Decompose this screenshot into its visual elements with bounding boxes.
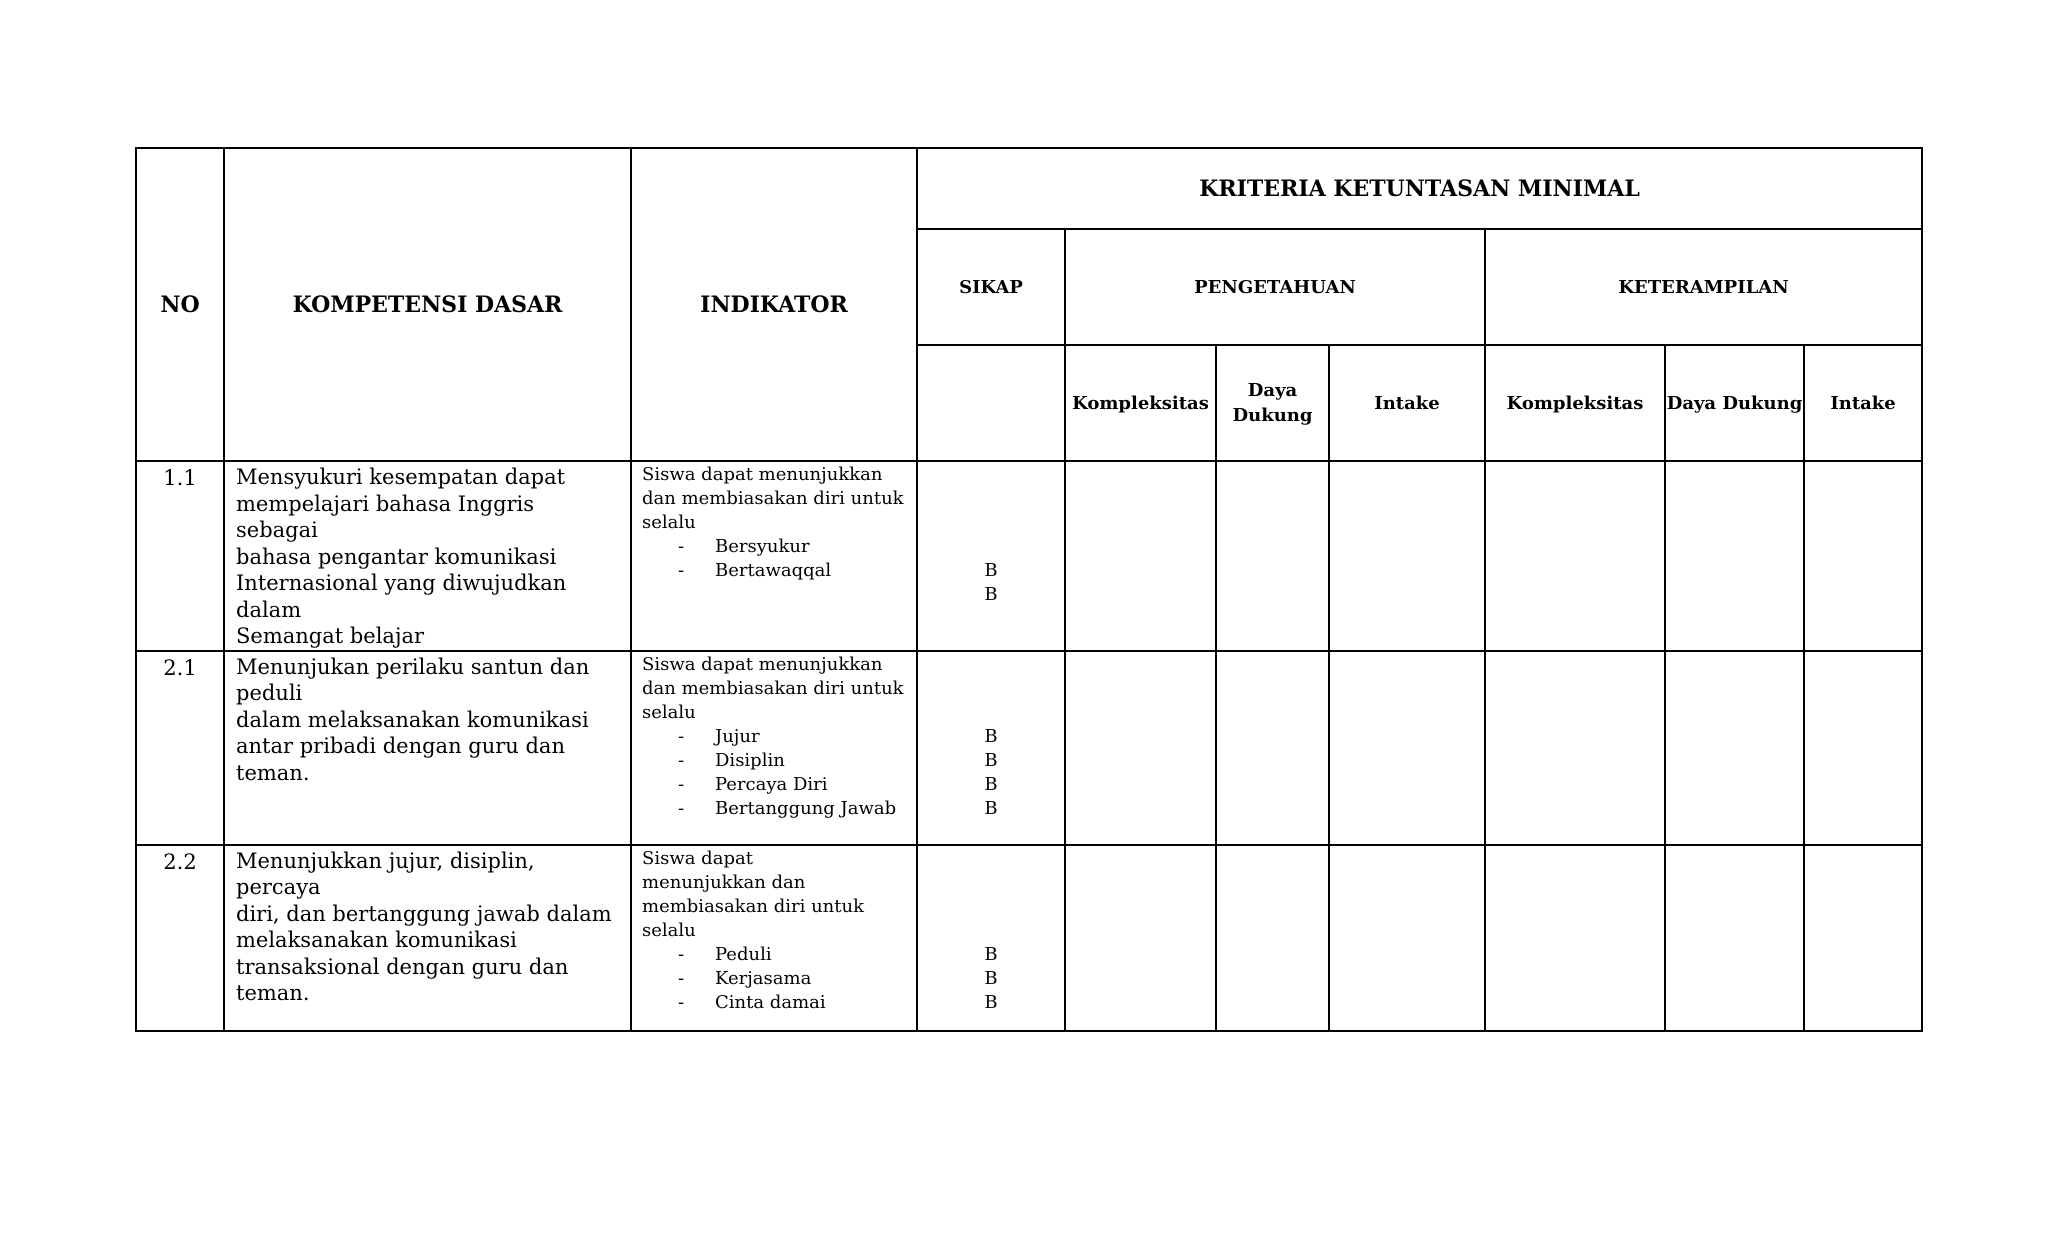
sikap-value: B xyxy=(984,584,998,605)
indikator-list xyxy=(642,725,906,821)
indikator-line: Siswa dapat menunjukkan xyxy=(642,464,883,485)
sikap-value: B xyxy=(984,991,998,1013)
indikator-item xyxy=(642,773,906,797)
bullet-dash: - xyxy=(678,943,685,965)
kompleksitas-keterampilan-cell xyxy=(1485,845,1665,1031)
indikator-cell xyxy=(631,651,917,845)
indikator-item-label: Bertawaqqal xyxy=(715,560,832,581)
indikator-list xyxy=(642,535,906,583)
indikator-item-label: Bertanggung Jawab xyxy=(715,797,897,819)
indikator-item xyxy=(642,991,906,1015)
daya-dukung-pengetahuan-cell xyxy=(1216,461,1329,651)
header-kompleksitas-keterampilan: Kompleksitas xyxy=(1485,345,1665,461)
spacer xyxy=(918,895,1064,919)
bullet-dash: - xyxy=(678,967,685,989)
sikap-value: B xyxy=(984,749,998,771)
spacer xyxy=(918,847,1064,871)
kompleksitas-pengetahuan-cell xyxy=(1065,845,1216,1031)
indikator-item-label: Percaya Diri xyxy=(715,773,828,795)
bullet-dash: - xyxy=(678,560,685,581)
kompetensi-dasar-line: Semangat belajar xyxy=(236,624,425,648)
bullet-dash: - xyxy=(678,725,685,747)
bullet-dash: - xyxy=(678,773,685,795)
header-intake-keterampilan: Intake xyxy=(1804,345,1922,461)
kompetensi-dasar-line: diri, dan bertanggung jawab dalam xyxy=(236,901,612,926)
kompetensi-dasar-line: Menunjukkan jujur, disiplin, percaya xyxy=(236,848,535,899)
header-sikap-empty xyxy=(917,345,1065,461)
indikator-line: selalu xyxy=(642,919,696,941)
spacer xyxy=(918,701,1064,725)
kompetensi-dasar-line: Internasional yang diwujudkan dalam xyxy=(236,571,567,622)
kompleksitas-keterampilan-cell xyxy=(1485,651,1665,845)
sikap-cell xyxy=(917,461,1065,651)
kompleksitas-pengetahuan-cell xyxy=(1065,651,1216,845)
table-row xyxy=(136,461,1922,651)
indikator-line: membiasakan diri untuk xyxy=(642,895,865,917)
spacer xyxy=(918,463,1064,487)
bullet-dash: - xyxy=(678,991,685,1013)
daya-dukung-pengetahuan-cell xyxy=(1216,845,1329,1031)
spacer xyxy=(918,919,1064,943)
header-daya-dukung-pengetahuan: Daya Dukung xyxy=(1216,345,1329,461)
bullet-dash: - xyxy=(678,536,685,557)
indikator-line: dan membiasakan diri untuk xyxy=(642,488,904,509)
header-kompetensi-dasar: KOMPETENSI DASAR xyxy=(224,148,631,461)
kompetensi-dasar-cell xyxy=(224,845,631,1031)
sikap-value: B xyxy=(984,797,998,819)
row-number: 2.1 xyxy=(136,651,224,845)
kompetensi-dasar-line: transaksional dengan guru dan teman. xyxy=(236,954,569,1005)
header-kkm: KRITERIA KETUNTASAN MINIMAL xyxy=(917,148,1922,229)
daya-dukung-keterampilan-cell xyxy=(1665,651,1804,845)
sikap-value: B xyxy=(984,943,998,965)
indikator-line: Siswa dapat xyxy=(642,847,753,869)
sikap-cell xyxy=(917,651,1065,845)
intake-keterampilan-cell xyxy=(1804,845,1922,1031)
indikator-cell xyxy=(631,845,917,1031)
header-kompleksitas-pengetahuan: Kompleksitas xyxy=(1065,345,1216,461)
kompleksitas-pengetahuan-cell xyxy=(1065,461,1216,651)
bullet-dash: - xyxy=(678,749,685,771)
indikator-line: selalu xyxy=(642,512,696,533)
table-body xyxy=(136,461,1922,1031)
indikator-item-label: Jujur xyxy=(715,725,760,747)
indikator-item xyxy=(642,967,906,991)
indikator-item xyxy=(642,797,906,821)
daya-dukung-keterampilan-cell xyxy=(1665,845,1804,1031)
bullet-dash: - xyxy=(678,797,685,819)
row-number: 2.2 xyxy=(136,845,224,1031)
kompetensi-dasar-line: melaksanakan komunikasi xyxy=(236,928,517,952)
indikator-item xyxy=(642,943,906,967)
daya-dukung-keterampilan-cell xyxy=(1665,461,1804,651)
kompetensi-dasar-line: Mensyukuri kesempatan dapat xyxy=(236,465,566,489)
spacer xyxy=(918,677,1064,701)
indikator-item-label: Cinta damai xyxy=(715,991,826,1013)
indikator-line: dan membiasakan diri untuk xyxy=(642,677,904,699)
indikator-item-label: Bersyukur xyxy=(715,536,810,557)
intake-pengetahuan-cell xyxy=(1329,461,1485,651)
table-row xyxy=(136,651,1922,845)
header-intake-pengetahuan: Intake xyxy=(1329,345,1485,461)
kompetensi-dasar-line: bahasa pengantar komunikasi xyxy=(236,544,557,569)
indikator-list xyxy=(642,943,906,1015)
indikator-item xyxy=(642,535,906,559)
row-number: 1.1 xyxy=(136,461,224,651)
kompetensi-dasar-cell xyxy=(224,651,631,845)
header-no: NO xyxy=(136,148,224,461)
kkm-table xyxy=(135,147,1923,1032)
indikator-item-label: Disiplin xyxy=(715,749,785,771)
kompleksitas-keterampilan-cell xyxy=(1485,461,1665,651)
intake-keterampilan-cell xyxy=(1804,651,1922,845)
sikap-value: B xyxy=(984,773,998,795)
indikator-item-label: Peduli xyxy=(715,943,772,965)
spacer xyxy=(918,535,1064,559)
indikator-cell xyxy=(631,461,917,651)
indikator-line: Siswa dapat menunjukkan xyxy=(642,653,883,675)
indikator-item xyxy=(642,559,906,583)
header-pengetahuan: PENGETAHUAN xyxy=(1065,229,1485,345)
sikap-value: B xyxy=(984,725,998,747)
header-sikap: SIKAP xyxy=(917,229,1065,345)
daya-dukung-pengetahuan-cell xyxy=(1216,651,1329,845)
indikator-item-label: Kerjasama xyxy=(715,967,812,989)
kompetensi-dasar-cell xyxy=(224,461,631,651)
indikator-line: selalu xyxy=(642,701,696,723)
indikator-item xyxy=(642,725,906,749)
indikator-item xyxy=(642,749,906,773)
spacer xyxy=(918,653,1064,677)
header-daya-dukung-keterampilan: Daya Dukung xyxy=(1665,345,1804,461)
indikator-line: menunjukkan dan xyxy=(642,871,806,893)
kompetensi-dasar-line: mempelajari bahasa Inggris sebagai xyxy=(236,491,535,542)
intake-pengetahuan-cell xyxy=(1329,651,1485,845)
intake-pengetahuan-cell xyxy=(1329,845,1485,1031)
spacer xyxy=(918,871,1064,895)
kompetensi-dasar-line: Menunjukan perilaku santun dan peduli xyxy=(236,654,590,705)
intake-keterampilan-cell xyxy=(1804,461,1922,651)
spacer xyxy=(918,511,1064,535)
kompetensi-dasar-line: antar pribadi dengan guru dan teman. xyxy=(236,734,565,785)
sikap-value: B xyxy=(984,560,998,581)
kompetensi-dasar-line: dalam melaksanakan komunikasi xyxy=(236,707,589,732)
spacer xyxy=(918,487,1064,511)
header-indikator: INDIKATOR xyxy=(631,148,917,461)
sikap-cell xyxy=(917,845,1065,1031)
header-keterampilan: KETERAMPILAN xyxy=(1485,229,1922,345)
sikap-value: B xyxy=(984,967,998,989)
table-row xyxy=(136,845,1922,1031)
